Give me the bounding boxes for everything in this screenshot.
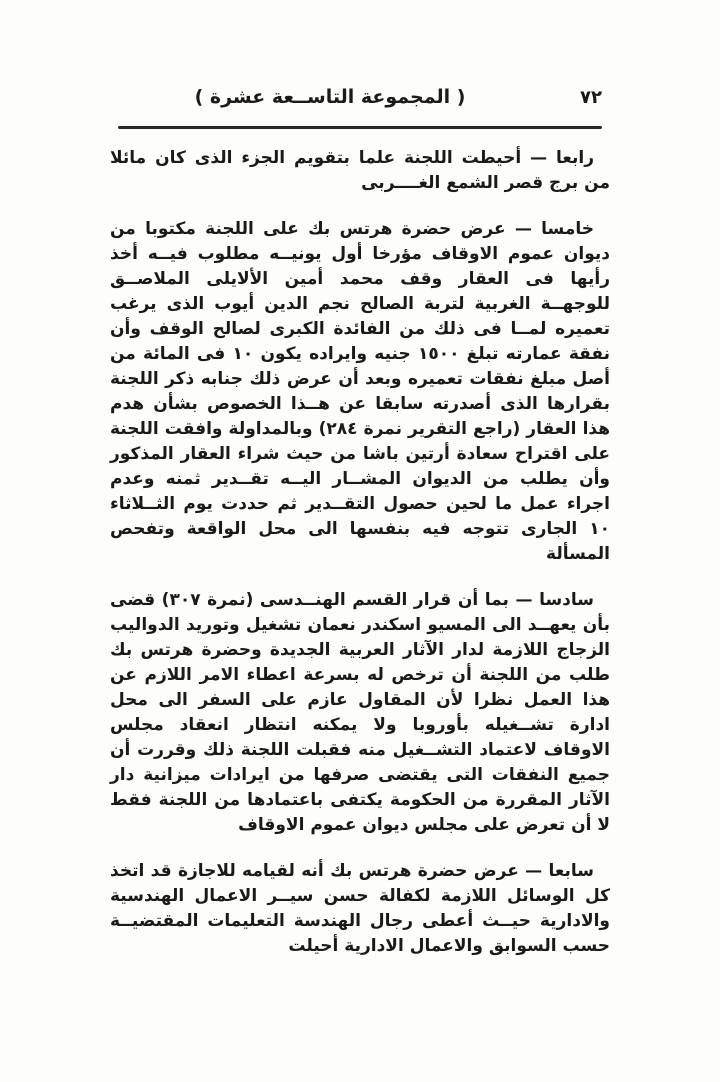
header-title: ( المجموعة التاســعة عشرة ) [194,86,466,108]
page-header [0,86,720,116]
page-number: ٧٢ [580,87,602,108]
paragraph-sixth: سادسا — بما أن قرار القسم الهنــدسى (نمرة ٣٠٧) قضى بأن يعهــد الى المسيو اسكندر نعمان تشغيل وتوريد الدواليب الزجاج اللازمة لدار الآثار العربية الجديدة وحضرة هرتس بك طلب من اللجنة أن ترخص له بسرعة اعطاء الامر اللازم عن هذا العمل نظرا لأن المقاول عازم على السفر الى محل ادارة تشــغيله بأوروبا ولا يمكنه انتظار انعقاد مجلس الاوقاف لاعتماد التشــغيل منه فقبلت اللجنة ذلك وقررت أن جميع النفقات التى يقتضى صرفها من ايرادات ميزانية دار الآثار المقررة من الحكومة يكتفى باعتمادها من اللجنة فقط لا أن تعرض على مجلس ديوان عموم الاوقاف [110,590,610,835]
paragraph-fifth: خامسا — عرض حضرة هرتس بك على اللجنة مكتوبا من ديوان عموم الاوقاف مؤرخا أول يونيــه مطلوب فيــه أخذ رأيها فى العقار وقف محمد أمين الألايلى الملاصــق للوجهــة الغربية لتربة الصالح نجم الدين أيوب الذى يرغب تعميره لمــا فى ذلك من الفائدة الكبرى لصالح الوقف وأن نفقة عمارته تبلغ ١٥٠٠ جنيه وايراده يكون ١٠ فى المائة من أصل مبلغ نفقات تعميره وبعد أن عرض ذلك جنابه ذكر اللجنة بقرارها الذى أصدرته سابقا عن هــذا الخصوص بشأن هدم هذا العقار (راجع التقرير نمرة ٢٨٤) وبالمداولة وافقت اللجنة على اقتراح سعادة أرتين باشا من حيث شراء العقار المذكور وأن يطلب من الديوان المشــار اليــه تقــدير ثمنه وعدم اجراء عمل ما لحين حصول التقــدير ثم حددت يوم الثــلاثاء ١٠ الجارى تتوجه فيه بنفسها الى محل الواقعة وتفحص المسألة [110,219,611,564]
header-rule [118,126,602,129]
paragraph-fourth: رابعا — أحيطت اللجنة علما بتقويم الجزء الذى كان مائلا من برج قصر الشمع الغــــربى [110,148,610,193]
paragraph-seventh: سابعا — عرض حضرة هرتس بك أنه لقيامه للاجازة قد اتخذ كل الوسائل اللازمة لكفالة حسن سيــر الاعمال الهندسية والادارية حيــث أعطى رجال الهندسة التعليمات المقتضيــة حسب السوابق والاعمال الادارية أحيلت [110,861,610,956]
document-body [110,146,610,959]
